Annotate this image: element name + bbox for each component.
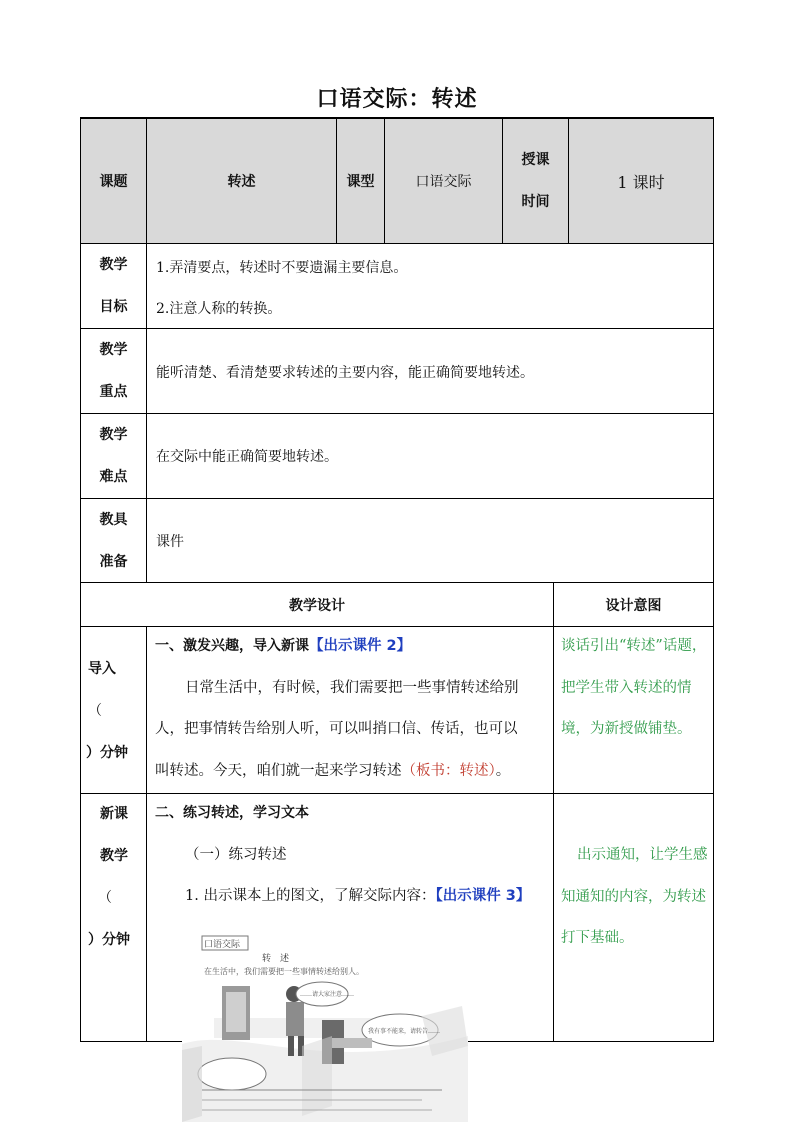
newlesson-label-line4: ）分钟 [88, 932, 130, 948]
newlesson-heading: 二、练习转述，学习文本 [155, 805, 309, 821]
difficulty-label-line1: 教学 [99, 427, 128, 443]
textbook-bubble-2: 我有事不能来，请转告…… [368, 1028, 441, 1035]
difficulty-label-line2: 难点 [99, 469, 128, 485]
row-divider [80, 498, 714, 499]
intro-intent-line3: 境，为新授做铺垫。 [561, 721, 692, 737]
intro-intent-line2: 把学生带入转述的情 [561, 679, 692, 696]
textbook-intro-line: 在生活中，我们需要把一些事情转述给别人。 [204, 967, 364, 976]
textbook-image [182, 926, 468, 1122]
textbook-tab: 口语交际 [204, 940, 241, 950]
time-value: 1 课时 [617, 172, 665, 192]
time-label [503, 119, 568, 243]
difficulty-text: 在交际中能正确简要地转述。 [156, 449, 338, 465]
design-header: 教学设计 [289, 597, 345, 614]
time-label-line1: 授课 [521, 152, 550, 168]
intro-intent [561, 626, 713, 751]
intro-label-line3: ）分钟 [86, 745, 128, 761]
intro-heading-text: 一、激发兴趣，导入新课 [155, 638, 309, 654]
topic-label: 课题 [99, 174, 128, 190]
col-divider [146, 626, 147, 1042]
newlesson-slide-tag: 【出示课件 3】 [435, 888, 531, 904]
intro-intent-line1: 谈话引出“转述”话题， [561, 638, 707, 654]
textbook-illustration [182, 926, 468, 1122]
page-title: 口语交际：转述 [316, 87, 478, 112]
newlesson-content [155, 793, 555, 918]
goal-label [81, 244, 146, 328]
textbook-title: 转 述 [262, 954, 290, 964]
goal-label-line1: 教学 [99, 257, 128, 273]
intro-content [155, 626, 555, 792]
textbook-bubble-1: ……请大家注意…… [300, 991, 355, 998]
goal-label-line2: 目标 [99, 299, 128, 315]
row-divider [80, 243, 714, 244]
type-label: 课型 [346, 174, 375, 190]
key-text: 能听清楚、看清楚要求转述的主要内容，能正确简要地转述。 [156, 365, 534, 381]
intent-header: 设计意图 [605, 597, 662, 614]
newlesson-step-text: 1. 出示课本上的图文，了解交际内容： [185, 888, 436, 904]
blackboard-note: （板书：转述） [401, 762, 496, 779]
newlesson-intent-line3: 打下基础。 [561, 930, 634, 946]
newlesson-label [88, 793, 146, 961]
goal-line-1: 1.弄清要点，转述时不要遗漏主要信息。 [156, 260, 408, 276]
difficulty-label [81, 414, 146, 498]
newlesson-intent-line2: 知通知的内容，为转述 [561, 888, 706, 905]
intro-para-3 [155, 751, 555, 793]
key-label [81, 329, 146, 413]
table-border-right [713, 117, 714, 1042]
goal-line-2: 2.注意人称的转换。 [156, 301, 282, 317]
newlesson-intent-line1: 出示通知，让学生感 [577, 847, 708, 863]
intro-heading [155, 626, 555, 668]
tools-label [81, 499, 146, 582]
row-divider [80, 328, 714, 329]
time-label-line2: 时间 [521, 194, 550, 210]
newlesson-sub: （一）练习转述 [185, 846, 287, 863]
intro-para-3a: 叫转述。今天，咱们就一起来学习转述 [155, 762, 402, 779]
row-divider [80, 413, 714, 414]
newlesson-label-line3: （ [98, 890, 112, 906]
tools-label-line2: 准备 [99, 553, 128, 570]
key-label-line1: 教学 [99, 342, 128, 358]
intro-label-line2: （ [88, 703, 102, 719]
newlesson-intent [561, 835, 713, 960]
newlesson-step [155, 876, 555, 918]
intro-para-2: 人，把事情转告给别人听，可以叫捎口信、传话，也可以 [155, 721, 518, 737]
newlesson-label-line2: 教学 [100, 848, 128, 864]
intro-para-1: 日常生活中，有时候，我们需要把一些事情转述给别 [185, 679, 519, 696]
newlesson-label-line1: 新课 [100, 806, 128, 822]
tools-label-line1: 教具 [99, 511, 128, 528]
topic-value: 转述 [227, 174, 256, 190]
intro-para-3c: 。 [495, 762, 511, 779]
intro-label-line1: 导入 [88, 661, 116, 677]
type-value: 口语交际 [415, 174, 472, 190]
intro-slide-tag: 【出示课件 2】 [309, 638, 412, 654]
key-label-line2: 重点 [99, 384, 128, 400]
intro-label [88, 648, 146, 774]
tools-text: 课件 [156, 534, 184, 550]
